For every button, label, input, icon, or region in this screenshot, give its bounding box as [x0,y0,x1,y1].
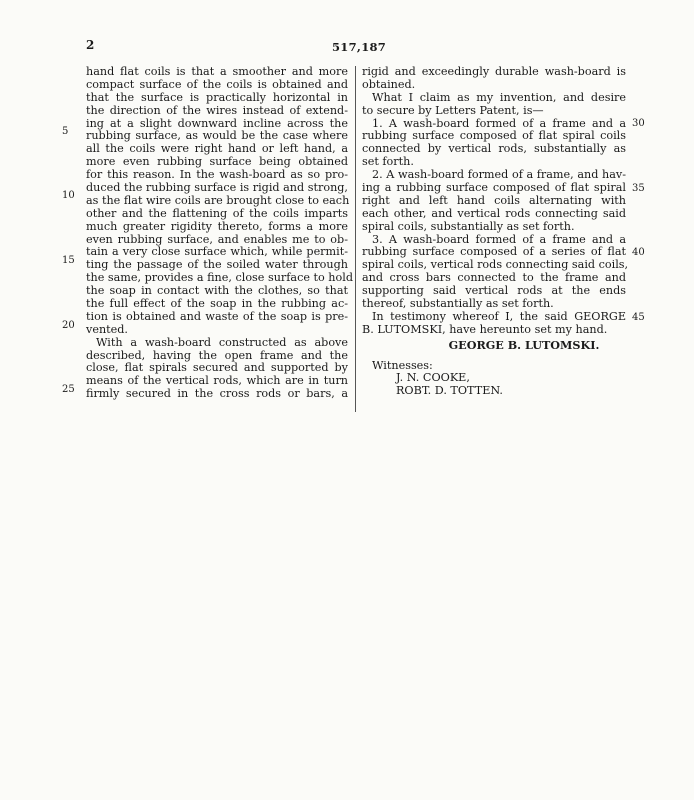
text-line: the same, provides a fine, close surface to hold [86,271,353,285]
claim-3-line: spiral coils, vertical rods connecting said coils, [362,258,629,272]
claim-1-line: set forth. [362,155,414,169]
right-column [362,65,629,398]
line-number: 5 [62,126,69,137]
text-line: as the flat wire coils are brought close to each [86,193,350,207]
text-line: ing at a slight downward incline across the [86,116,348,130]
claim-2-line: each other, and vertical rods connecting said [362,206,626,220]
line-number: 25 [62,384,75,395]
column-divider [355,66,356,412]
text-line: rubbing surface, as would be the case where [86,129,348,143]
text-line: the full effect of the soap in the rubbing ac- [86,297,348,311]
text-line: duced the rubbing surface is rigid and strong, [86,181,348,195]
line-number: 30 [632,118,645,129]
text-line: means of the vertical rods, which are in turn [86,374,348,388]
line-number: 40 [632,247,645,258]
witnesses-label: Witnesses: [372,358,433,372]
text-line: vented. [86,322,128,336]
claim-2-line: right and left hand coils alternating with [362,193,626,207]
claim-3-line: rubbing surface composed of a series of flat [362,245,626,259]
claim-intro-line: What I claim as my invention, and desire [372,90,626,104]
text-line: that the surface is practically horizontal in [86,90,348,104]
text-line: much greater rigidity thereto, forms a more [86,219,348,233]
claim-intro-line: to secure by Letters Patent, is— [362,103,544,117]
text-line: the soap in contact with the clothes, so that [86,284,348,298]
claim-3-line: supporting said vertical rods at the ends [362,284,626,298]
text-line: obtained. [362,77,416,91]
claim-1-line: 1. A wash-board formed of a frame and a [372,116,626,130]
line-number: 45 [632,312,645,323]
text-line: close, flat spirals secured and supported by [86,361,348,375]
line-number: 15 [62,255,75,266]
witness-name: J. N. COOKE, [396,371,470,385]
claim-2-line: ing a rubbing surface composed of flat spiral [362,181,626,195]
claim-2-line: spiral coils, substantially as set forth. [362,219,575,233]
page-number: 2 [86,38,95,52]
text-line: even rubbing surface, and enables me to ob- [86,232,348,246]
inventor-signature: GEORGE B. LUTOMSKI. [448,337,600,352]
text-line: tain a very close surface which, while permit- [86,245,348,259]
claim-2-line: 2. A wash-board formed of a frame, and hav- [372,168,626,182]
text-line: all the coils were right hand or left hand, a [86,142,348,156]
claim-1-line: connected by vertical rods, substantially as [362,142,626,156]
text-line: rigid and exceedingly durable wash-board is [362,65,626,78]
text-line: hand flat coils is that a smoother and more [86,65,348,78]
testimony-line: B. LUTOMSKI, have hereunto set my hand. [362,322,608,336]
text-line: ting the passage of the soiled water through [86,258,348,272]
claim-1-line: rubbing surface composed of flat spiral coils [362,129,626,143]
patent-number: 517,187 [332,40,387,54]
claim-3-line: 3. A wash-board formed of a frame and a [372,232,626,246]
text-line: compact surface of the coils is obtained and [86,77,348,91]
text-line: the direction of the wires instead of extend- [86,103,348,117]
line-number: 20 [62,320,75,331]
witness-name: ROBT. D. TOTTEN. [396,384,503,398]
text-line: more even rubbing surface being obtained [86,155,348,169]
text-line: for this reason. In the wash-board as so pro- [86,168,348,182]
line-number: 10 [62,190,75,201]
text-line: described, having the open frame and the [86,348,348,362]
text-line: tion is obtained and waste of the soap is pre- [86,309,348,323]
text-line: With a wash-board constructed as above [96,335,348,349]
testimony-line: In testimony whereof I, the said GEORGE [372,309,626,323]
text-line: firmly secured in the cross rods or bars, a [86,387,348,401]
claim-3-line: and cross bars connected to the frame and [362,271,626,285]
line-number: 35 [632,183,645,194]
claim-3-line: thereof, substantially as set forth. [362,297,554,311]
left-column [86,65,353,401]
text-line: other and the flattening of the coils imparts [86,206,348,220]
